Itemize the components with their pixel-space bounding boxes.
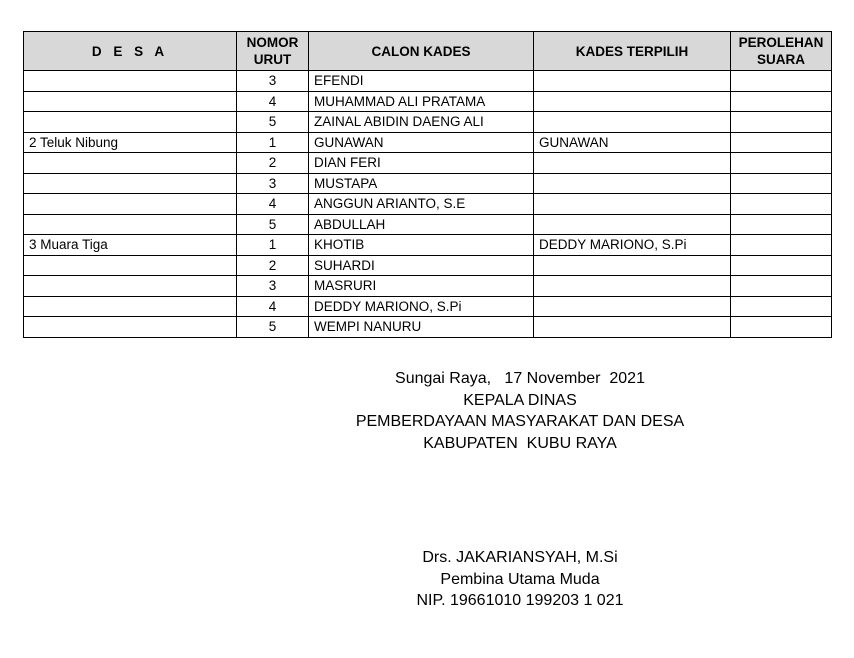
table-row [24, 132, 832, 153]
position-title: KEPALA DINAS [463, 391, 577, 409]
table-row [24, 194, 832, 215]
cell-desa [24, 194, 237, 215]
cell-suara [731, 112, 832, 133]
cell-terpilih [534, 296, 731, 317]
cell-calon: ABDULLAH [309, 214, 534, 235]
signature-block-header [300, 368, 740, 454]
cell-terpilih [534, 91, 731, 112]
cell-desa [24, 276, 237, 297]
cell-calon: ANGGUN ARIANTO, S.E [309, 194, 534, 215]
cell-calon: SUHARDI [309, 255, 534, 276]
cell-suara [731, 235, 832, 256]
cell-desa [24, 296, 237, 317]
cell-calon: MUHAMMAD ALI PRATAMA [309, 91, 534, 112]
cell-desa [24, 317, 237, 338]
header-nomor-line2: URUT [253, 52, 292, 67]
table-row [24, 153, 832, 174]
header-desa: D E S A [24, 32, 237, 71]
cell-terpilih [534, 317, 731, 338]
cell-desa [24, 173, 237, 194]
cell-desa: 3 Muara Tiga [24, 235, 237, 256]
table-row [24, 214, 832, 235]
header-calon-kades: CALON KADES [309, 32, 534, 71]
cell-suara [731, 276, 832, 297]
cell-desa [24, 255, 237, 276]
header-kades-terpilih: KADES TERPILIH [534, 32, 731, 71]
cell-terpilih [534, 173, 731, 194]
table-header-row [24, 32, 832, 71]
table-row [24, 112, 832, 133]
cell-desa [24, 112, 237, 133]
agency-name: PEMBERDAYAAN MASYARAKAT DAN DESA [355, 413, 685, 430]
cell-terpilih [534, 276, 731, 297]
cell-nomor: 2 [237, 153, 309, 174]
table-row [24, 91, 832, 112]
cell-suara [731, 91, 832, 112]
regency-name: KABUPATEN KUBU RAYA [423, 434, 617, 452]
cell-nomor: 3 [237, 173, 309, 194]
cell-calon: EFENDI [309, 71, 534, 92]
cell-calon: KHOTIB [309, 235, 534, 256]
header-perolehan-line1: PEROLEHAN [738, 35, 824, 50]
cell-desa [24, 153, 237, 174]
table-row [24, 173, 832, 194]
cell-nomor: 4 [237, 194, 309, 215]
election-results-table [23, 31, 832, 338]
cell-nomor: 3 [237, 71, 309, 92]
cell-nomor: 1 [237, 132, 309, 153]
signer-nip: NIP. 19661010 199203 1 021 [416, 592, 624, 609]
cell-desa [24, 214, 237, 235]
cell-nomor: 3 [237, 276, 309, 297]
cell-nomor: 2 [237, 255, 309, 276]
cell-calon: ZAINAL ABIDIN DAENG ALI [309, 112, 534, 133]
cell-terpilih [534, 112, 731, 133]
cell-terpilih [534, 255, 731, 276]
cell-desa [24, 91, 237, 112]
header-perolehan-line2: SUARA [756, 52, 805, 67]
cell-terpilih: DEDDY MARIONO, S.Pi [534, 235, 731, 256]
signer-rank: Pembina Utama Muda [440, 570, 600, 588]
cell-calon: GUNAWAN [309, 132, 534, 153]
header-nomor-line1: NOMOR [246, 35, 299, 50]
cell-nomor: 4 [237, 296, 309, 317]
header-nomor-urut [237, 32, 309, 71]
cell-terpilih [534, 153, 731, 174]
place-date: Sungai Raya, 17 November 2021 [395, 370, 645, 387]
table-row [24, 235, 832, 256]
cell-nomor: 5 [237, 317, 309, 338]
cell-calon: MASRURI [309, 276, 534, 297]
cell-nomor: 5 [237, 214, 309, 235]
table-row [24, 317, 832, 338]
cell-suara [731, 296, 832, 317]
cell-suara [731, 255, 832, 276]
cell-terpilih [534, 194, 731, 215]
signature-block-signer [300, 547, 740, 612]
cell-nomor: 4 [237, 91, 309, 112]
cell-suara [731, 173, 832, 194]
cell-suara [731, 194, 832, 215]
cell-nomor: 5 [237, 112, 309, 133]
header-perolehan-suara [731, 32, 832, 71]
cell-calon: DIAN FERI [309, 153, 534, 174]
cell-calon: DEDDY MARIONO, S.Pi [309, 296, 534, 317]
cell-terpilih: GUNAWAN [534, 132, 731, 153]
cell-suara [731, 71, 832, 92]
cell-suara [731, 132, 832, 153]
table-row [24, 296, 832, 317]
cell-terpilih [534, 214, 731, 235]
cell-suara [731, 153, 832, 174]
cell-desa: 2 Teluk Nibung [24, 132, 237, 153]
table-row [24, 255, 832, 276]
table-row [24, 71, 832, 92]
signer-name: Drs. JAKARIANSYAH, M.Si [422, 549, 618, 566]
cell-suara [731, 214, 832, 235]
cell-nomor: 1 [237, 235, 309, 256]
table-row [24, 276, 832, 297]
cell-terpilih [534, 71, 731, 92]
cell-desa [24, 71, 237, 92]
cell-calon: WEMPI NANURU [309, 317, 534, 338]
cell-suara [731, 317, 832, 338]
cell-calon: MUSTAPA [309, 173, 534, 194]
